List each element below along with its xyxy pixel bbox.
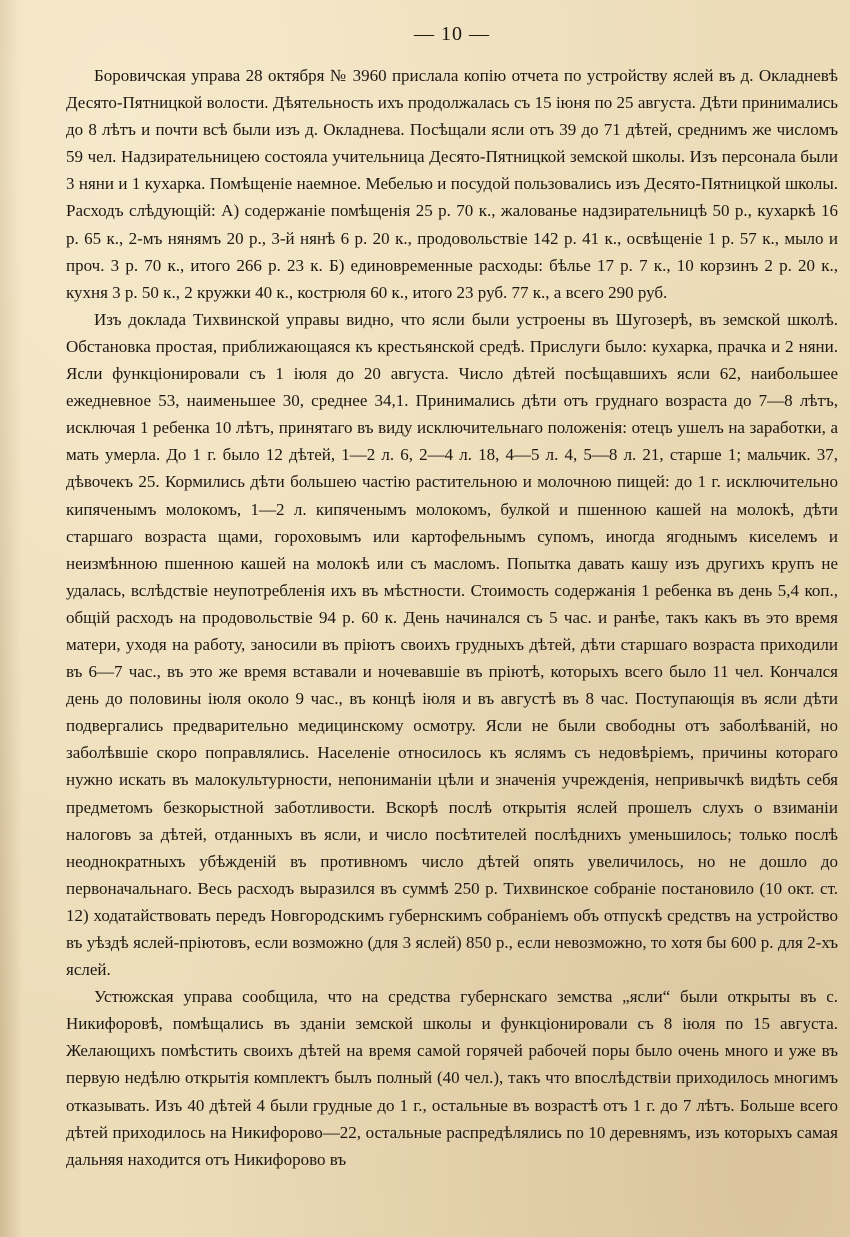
paragraph-tikhvin-report: Изъ доклада Тихвинской управы видно, что ясли были устроены въ Шугозерѣ, въ земской школѣ. Обстановка простая, приближающаяся къ крестьянской средѣ. Прислуги было: кухарка, прачка и 2 няни. Ясли функціонировали съ 1 іюля до 20 августа. Число дѣтей посѣщавшихъ ясли 62, наибольшее ежедневное 53, наименьшее 30, среднее 34,1. Принимались дѣти отъ груднаго возраста до 7—8 лѣтъ, исключая 1 ребенка 10 лѣтъ, принятаго въ виду исключительнаго положенія: отецъ ушелъ на заработки, а мать умерла. До 1 г. было 12 дѣтей, 1—2 л. 6, 2—4 л. 18, 4—5 л. 4, 5—8 л. 21, старше 1; мальчик. 37, дѣвочекъ 25. Кормились дѣти большею частію растительною и молочною пищей: до 1 г. исключительно кипяченымъ молокомъ, 1—2 л. кипяченымъ молокомъ, булкой и пшенною кашей на молокѣ, дѣти старшаго возраста щами, гороховымъ или картофельнымъ супомъ, иногда ягоднымъ киселемъ и неизмѣнною пшенною кашей на молокѣ или съ масломъ. Попытка давать кашу изъ другихъ крупъ не удалась, вслѣдствіе неупотребленія ихъ въ мѣстности. Стоимость содержанія 1 ребенка въ день 5,4 коп., общій расходъ на продовольствіе 94 р. 60 к. День начинался съ 5 час. и ранѣе, такъ какъ въ это время матери, уходя на работу, заносили въ пріютъ своихъ грудныхъ дѣтей, дѣти старшаго возраста приходили въ 6—7 час., въ это же время вставали и ночевавшіе въ пріютѣ, которыхъ всего было 11 чел. Кончался день до половины іюля около 9 час., въ концѣ іюля и въ августѣ въ 8 час. Поступающія въ ясли дѣти подвергались предварительно медицинскому осмотру. Ясли не были свободны отъ заболѣваній, но заболѣвшіе скоро поправлялись. Населеніе относилось къ яслямъ съ недовѣріемъ, причины котораго нужно искать въ малокультурности, непониманіи цѣли и значенія учрежденія, непривычкѣ видѣть себя предметомъ безкорыстной заботливости. Вскорѣ послѣ открытія яслей прошелъ слухъ о взиманіи налоговъ за дѣтей, отданныхъ въ ясли, и число посѣтителей послѣднихъ уменьшилось; только послѣ неоднократныхъ убѣжденій въ противномъ число дѣтей опять увеличилось, но не дошло до первоначальнаго. Весь расходъ выразился въ суммѣ 250 р. Тихвинское собраніе постановило (10 окт. ст. 12) ходатайствовать передъ Новгородскимъ губернскимъ собраніемъ объ отпускѣ средствъ на устройство въ уѣздѣ яслей-пріютовъ, если возможно (для 3 яслей) 850 р., если невозможно, то хотя бы 600 р. для 2-хъ яслей.: [66, 309, 838, 980]
page-body: [66, 20, 838, 1173]
paragraph-ustyuzhna-report: Устюжская управа сообщила, что на средства губернскаго земства „ясли“ были открыты въ с. Никифоровѣ, помѣщались въ зданіи земской школы и функціонировали съ 8 іюля по 15 августа. Желающихъ помѣстить своихъ дѣтей на время самой горячей рабочей поры было очень много и уже въ первую недѣлю открытія комплектъ былъ полный (40 чел.), такъ что впослѣдствіи приходилось многимъ отказывать. Изъ 40 дѣтей 4 были грудные до 1 г., остальные въ возрастѣ отъ 1 г. до 7 лѣтъ. Больше всего дѣтей приходилось на Никифорово—22, остальные распредѣлялись по 10 деревнямъ, изъ которыхъ самая дальняя находится отъ Никифорово въ: [66, 987, 838, 1169]
paragraph-borovichi-report: Боровичская управа 28 октября № 3960 прислала копію отчета по устройству яслей въ д. Окладневѣ Десято-Пятницкой волости. Дѣятельность ихъ продолжалась съ 15 іюня по 25 августа. Дѣти принимались до 8 лѣтъ и почти всѣ были изъ д. Окладнева. Посѣщали ясли отъ 39 до 71 дѣтей, среднимъ же числомъ 59 чел. Надзирательницею состояла учительница Десято-Пятницкой земской школы. Изъ персонала были 3 няни и 1 кухарка. Помѣщеніе наемное. Мебелью и посудой пользовались изъ Десято-Пятницкой школы. Расходъ слѣдующій: А) содержаніе помѣщенія 25 р. 70 к., жалованье надзирательницѣ 50 р., кухаркѣ 16 р. 65 к., 2-мъ нянямъ 20 р., 3-й нянѣ 6 р. 20 к., продовольствіе 142 р. 41 к., освѣщеніе 1 р. 57 к., мыло и проч. 3 р. 70 к., итого 266 р. 23 к. Б) единовременные расходы: бѣлье 17 р. 7 к., 10 корзинъ 2 р. 20 к., кухня 3 р. 50 к., 2 кружки 40 к., кострюля 60 к., итого 23 руб. 77 к., а всего 290 руб.: [66, 66, 838, 302]
page-number: — 10 —: [414, 23, 490, 45]
